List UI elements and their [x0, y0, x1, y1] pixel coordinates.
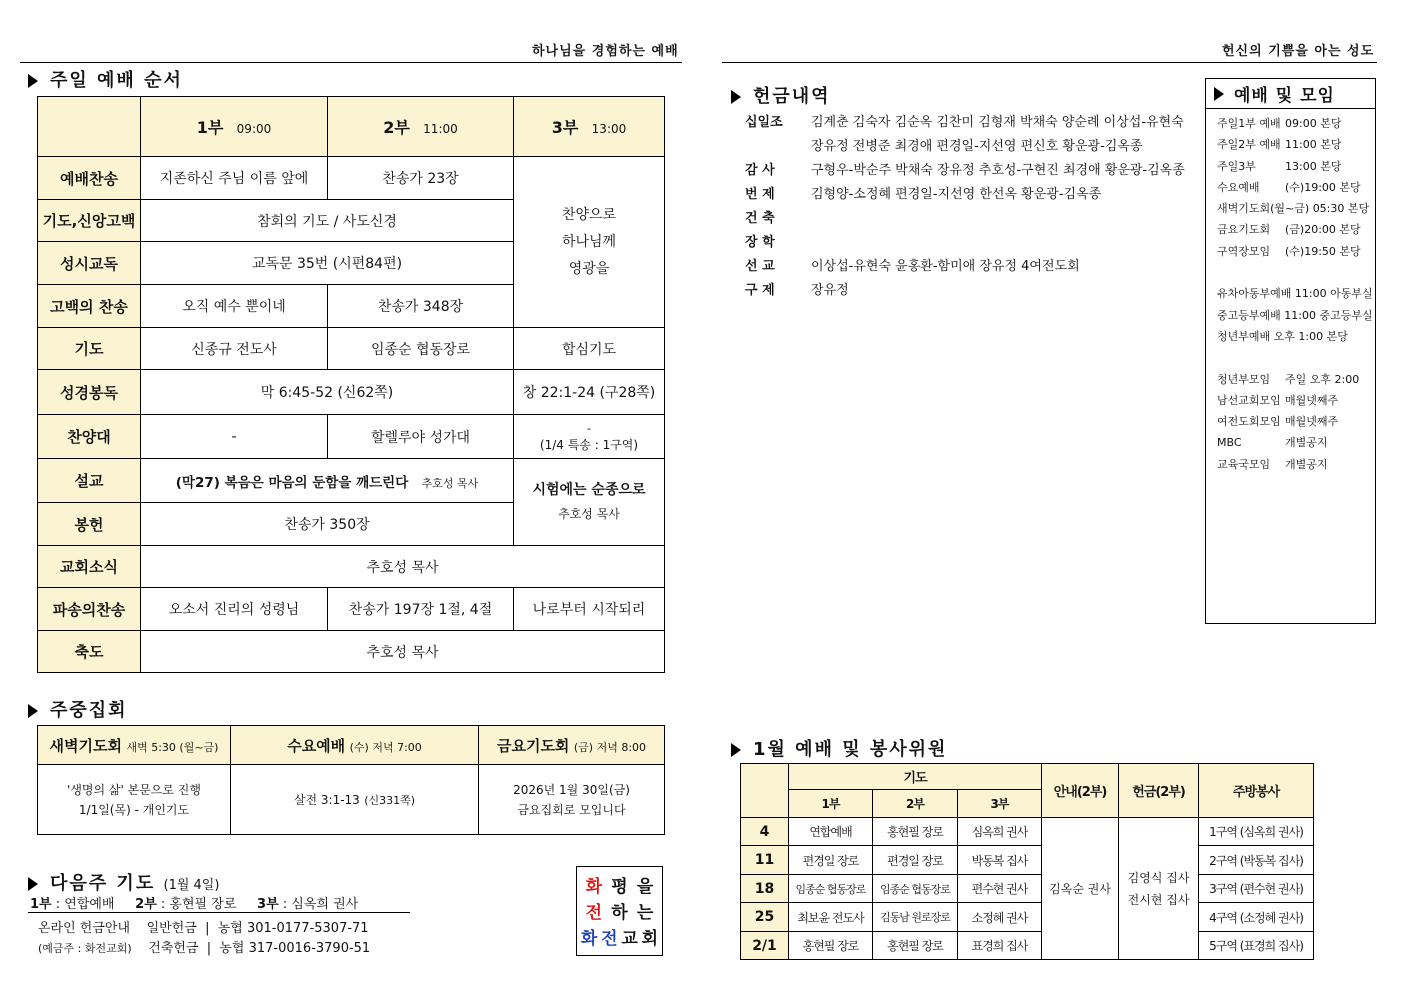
offer-cell: 김영식 집사 전시현 집사: [1119, 818, 1199, 960]
offering-row: 번 제 김형양-소정혜 편경일-지선영 한선옥 황운광-김옥종: [745, 186, 1102, 202]
left-header-rule: [20, 62, 682, 63]
service-item: 유차아동부예배 11:00 아동부실: [1217, 287, 1373, 301]
cell: 창 22:1-24 (구28쪽): [514, 370, 665, 415]
friday-cell: 2026년 1월 30일(금) 금요집회로 모입니다: [479, 765, 665, 835]
cell: 신종규 전도사: [141, 328, 328, 370]
service-item: 청년부모임 주일 오후 2:00: [1217, 372, 1360, 386]
friday-header: 금요기도회 (금) 저녁 8:00: [479, 726, 665, 765]
cell: 임종순 협동장로: [873, 875, 958, 903]
cell: 찬송가 23장: [328, 157, 514, 200]
row-label: 교회소식: [38, 546, 141, 588]
weekday-heading: 주중집회: [28, 696, 128, 722]
cell: 소정혜 권사: [958, 903, 1042, 932]
cell: 편경일 장로: [789, 846, 873, 875]
guide-header: 안내(2부): [1042, 764, 1119, 818]
offering-row: 장 학: [745, 234, 775, 250]
service-item: MBC 개별공지: [1217, 436, 1328, 450]
service-item: 구역장모임 (수)19:50 본당: [1217, 244, 1361, 258]
cell: 김동남 원로장로: [873, 903, 958, 932]
wednesday-header: 수요예배 (수) 저녁 7:00: [231, 726, 479, 765]
col-header-1: 1부 09:00: [141, 97, 328, 157]
corner-cell: [38, 97, 141, 157]
offer-header: 헌금(2부): [1119, 764, 1199, 818]
guide-cell: 김옥순 권사: [1042, 818, 1119, 960]
prayer-rule: [28, 912, 410, 913]
offering-list: [745, 108, 1185, 300]
service-item: 주일1부 예배 09:00 본당: [1217, 117, 1342, 130]
cell: 최보윤 전도사: [789, 903, 873, 932]
part2-header: 2부: [873, 790, 958, 818]
offering-row: 장유정 전병준 최경애 편경일-지선영 편신호 황운광-김옥종: [811, 138, 1143, 154]
triangle-bullet-icon: [28, 704, 38, 718]
choir-3rd-cell: - (1/4 특송 : 1구역): [514, 415, 665, 459]
week-label: 2/1: [741, 932, 789, 960]
triangle-bullet-icon: [1214, 87, 1224, 101]
triangle-bullet-icon: [28, 74, 38, 88]
services-heading: 예배 및 모임: [1206, 79, 1375, 109]
row-label: 기도,신앙고백: [38, 200, 141, 242]
sunday-order-table: [37, 96, 665, 673]
cell: 편수현 권사: [958, 875, 1042, 903]
cell: 찬송가 197장 1절, 4절: [328, 588, 514, 631]
part1-header: 1부: [789, 790, 873, 818]
right-page-title: 헌신의 기쁨을 아는 성도: [1222, 44, 1375, 59]
col-header-2: 2부 11:00: [328, 97, 514, 157]
cell: 편경일 장로: [873, 846, 958, 875]
cell: 심옥희 권사: [958, 818, 1042, 846]
cell: 추호성 목사: [141, 631, 665, 673]
right-header-rule: [722, 62, 1377, 63]
row-label: 성시교독: [38, 242, 141, 285]
cell: 할렐루야 성가대: [328, 415, 514, 459]
row-label: 봉헌: [38, 503, 141, 546]
cell: 홍현필 장로: [873, 932, 958, 960]
week-label: 25: [741, 903, 789, 932]
kitchen-cell: 1구역 (심옥희 권사): [1199, 818, 1314, 846]
sunday-order-heading: 주일 예배 순서: [28, 66, 183, 92]
service-item: 금요기도회 (금)20:00 본당: [1217, 223, 1361, 237]
cell: 교독문 35번 (시편84편): [141, 242, 514, 285]
cell: -: [141, 415, 328, 459]
church-logo: 화 평 을 전 하 는 화 전 교 회: [576, 866, 663, 956]
row-label: 파송의찬송: [38, 588, 141, 631]
week-label: 18: [741, 875, 789, 903]
cell: 나로부터 시작되리: [514, 588, 665, 631]
kitchen-cell: 2구역 (박동복 집사): [1199, 846, 1314, 875]
part3-header: 3부: [958, 790, 1042, 818]
cell: 임종순 협동장로: [789, 875, 873, 903]
service-item: 중고등부예배 11:00 중고등부실: [1217, 308, 1373, 322]
cell: 참회의 기도 / 사도신경: [141, 200, 514, 242]
dawn-prayer-header: 새벽기도회 새벽 5:30 (월~금): [38, 726, 231, 765]
week-label: 11: [741, 846, 789, 875]
cell: 오소서 진리의 성령님: [141, 588, 328, 631]
online-offering-line1: 온라인 헌금안내 일반헌금 | 농협 301-0177-5307-71: [38, 921, 369, 936]
next-prayer-heading: 다음주 기도 (1월 4일): [28, 869, 219, 895]
service-spacer: [1217, 347, 1375, 368]
weekday-table: [37, 725, 665, 835]
row-label: 성경봉독: [38, 370, 141, 415]
third-service-sermon-cell: 시험에는 순종으로 추호성 목사: [514, 459, 665, 546]
service-item: 주일2부 예배 11:00 본당: [1217, 138, 1342, 152]
service-item: 주일3부 13:00 본당: [1217, 159, 1342, 173]
serve-heading: 1월 예배 및 봉사위원: [731, 735, 947, 761]
row-label: 예배찬송: [38, 157, 141, 200]
row-label: 축도: [38, 631, 141, 673]
offering-row: 감 사 구형우-박순주 박채숙 장유정 추호성-구현진 최경애 황운광-김옥종: [745, 162, 1185, 178]
services-box: [1205, 78, 1376, 624]
row-label: 설교: [38, 459, 141, 503]
kitchen-cell: 5구역 (표경희 집사): [1199, 932, 1314, 960]
cell: 표경희 집사: [958, 932, 1042, 960]
service-spacer: [1217, 262, 1375, 283]
next-prayer-list: 1부 : 연합예배 2부 : 홍현필 장로 3부 : 심옥희 권사: [30, 897, 359, 912]
cell: 추호성 목사: [141, 546, 665, 588]
cell: 찬송가 348장: [328, 285, 514, 328]
service-item: 수요예배 (수)19:00 본당: [1217, 180, 1361, 194]
kitchen-cell: 3구역 (편수현 권사): [1199, 875, 1314, 903]
offering-heading: 헌금내역: [731, 82, 831, 108]
prayer-header: 기도: [789, 764, 1042, 790]
serve-table: [740, 763, 1314, 960]
services-list: [1206, 109, 1375, 475]
online-offering-line2: (예금주 : 화전교회) 건축헌금 | 농협 317-0016-3790-51: [38, 941, 371, 956]
cell: 홍현필 장로: [789, 932, 873, 960]
kitchen-cell: 4구역 (소정혜 권사): [1199, 903, 1314, 932]
sermon-cell: (막27) 복음은 마음의 둔함을 깨드린다 추호성 목사: [141, 459, 514, 503]
service-item: 여전도회모임 매월넷째주: [1217, 415, 1339, 429]
triangle-bullet-icon: [731, 743, 741, 757]
triangle-bullet-icon: [28, 877, 38, 891]
service-item: 교육국모임 개별공지: [1217, 457, 1328, 471]
service-item: 새벽기도회(월~금) 05:30 본당: [1217, 202, 1370, 216]
cell: 지존하신 주님 이름 앞에: [141, 157, 328, 200]
triangle-bullet-icon: [731, 90, 741, 104]
row-label: 찬양대: [38, 415, 141, 459]
offering-row: 구 제 장유정: [745, 282, 849, 298]
corner-cell: [741, 764, 789, 818]
service-item: 남선교회모임 매월넷째주: [1217, 393, 1339, 407]
left-page-title: 하나님을 경험하는 예배: [532, 44, 679, 59]
kitchen-header: 주방봉사: [1199, 764, 1314, 818]
cell: 박동복 집사: [958, 846, 1042, 875]
col-header-3: 3부 13:00: [514, 97, 665, 157]
offering-row: 십일조 김계춘 김숙자 김순옥 김찬미 김형재 박채숙 양순례 이상섭-유현숙: [745, 114, 1184, 130]
cell: 오직 예수 뿐이네: [141, 285, 328, 328]
row-label: 고백의 찬송: [38, 285, 141, 328]
cell: 찬송가 350장: [141, 503, 514, 546]
cell: 임종순 협동장로: [328, 328, 514, 370]
dawn-prayer-cell: '생명의 삶' 본문으로 진행 1/1일(목) - 개인기도: [38, 765, 231, 835]
wednesday-cell: 살전 3:1-13 (신331쪽): [231, 765, 479, 835]
cell: 합심기도: [514, 328, 665, 370]
week-label: 4: [741, 818, 789, 846]
cell: 연합예배: [789, 818, 873, 846]
offering-row: 건 축: [745, 210, 775, 226]
cell: 막 6:45-52 (신62쪽): [141, 370, 514, 415]
row-label: 기도: [38, 328, 141, 370]
offering-row: 선 교 이상섭-유현숙 윤홍환-함미애 장유정 4여전도회: [745, 258, 1080, 274]
cell: 홍현필 장로: [873, 818, 958, 846]
third-service-praise-cell: 찬양으로 하나님께 영광을: [514, 157, 665, 328]
service-item: 청년부예배 오후 1:00 본당: [1217, 329, 1348, 343]
